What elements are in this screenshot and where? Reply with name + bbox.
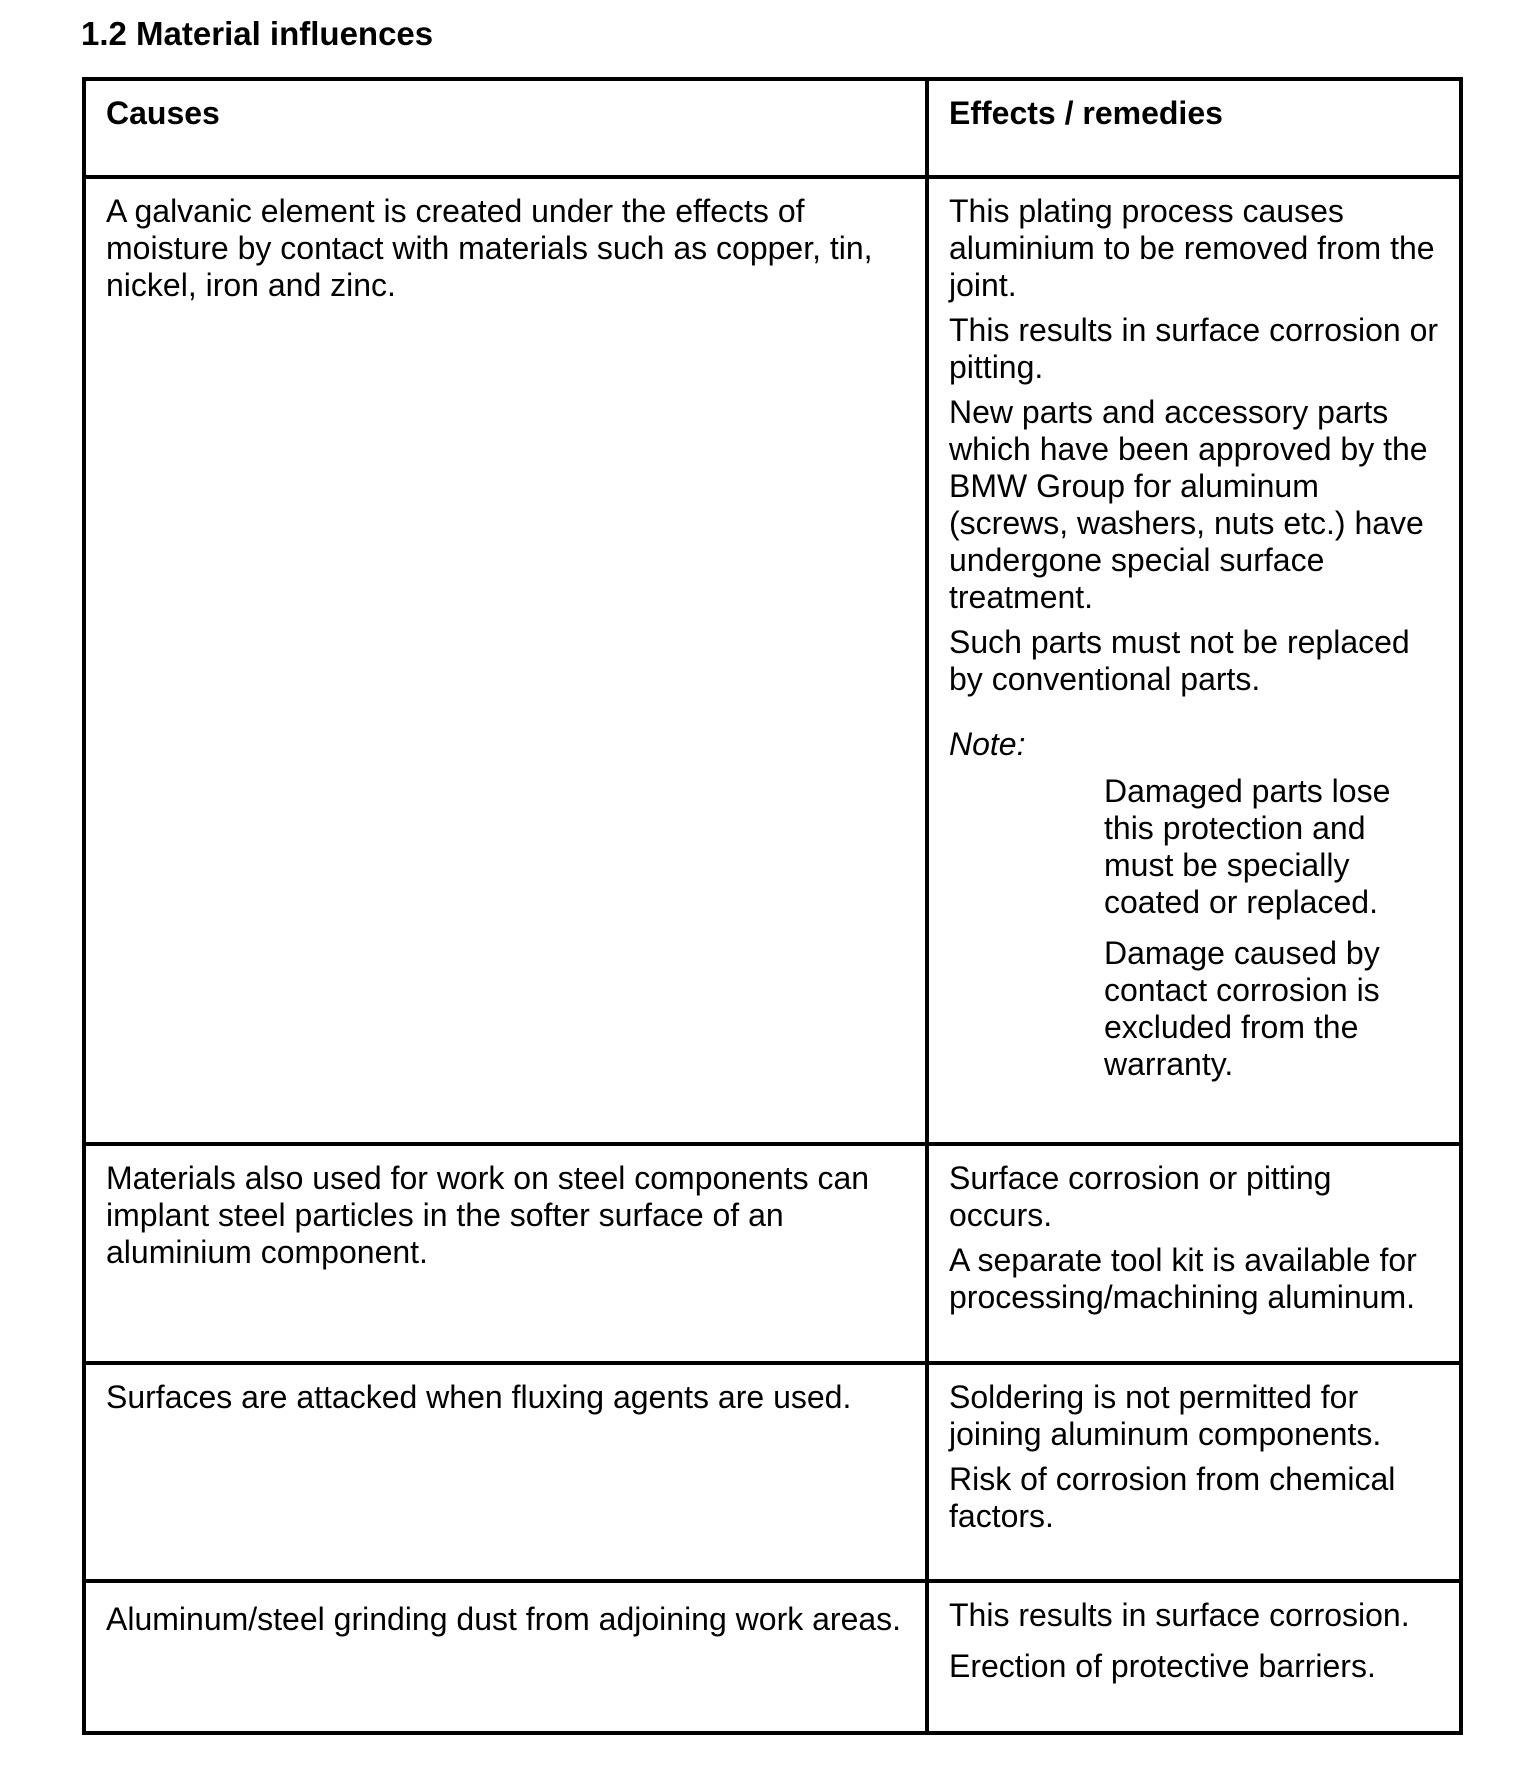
effect-text: Risk of corrosion from chemical factors. (949, 1461, 1396, 1534)
effect-text: This results in surface corrosion. (949, 1597, 1410, 1633)
cause-cell (84, 177, 927, 1144)
cause-text: A galvanic element is created under the effects of moisture by contact with materials such as copper, tin, nickel, iron and zinc. (106, 193, 873, 303)
effect-text: A separate tool kit is available for processing/machining aluminum. (949, 1242, 1417, 1315)
material-influences-table (82, 77, 1463, 1735)
cause-text: Aluminum/steel grinding dust from adjoining work areas. (106, 1601, 902, 1637)
note-text: Damage caused by contact corrosion is excluded from the warranty. (1104, 935, 1380, 1082)
note-label: Note: (949, 726, 1026, 762)
table-row (84, 1144, 1461, 1363)
effect-text: This plating process causes aluminium to be removed from the joint. (949, 193, 1435, 303)
effect-text: New parts and accessory parts which have been approved by the BMW Group for aluminum (screws, washers, nuts etc.) have undergone special surface treatment. (949, 394, 1428, 615)
effects-cell (927, 1144, 1461, 1363)
effect-text: Such parts must not be replaced by conventional parts. (949, 624, 1410, 697)
causes-header: Causes (84, 79, 927, 177)
table-row (84, 1581, 1461, 1733)
page-title: 1.2 Material influences (81, 15, 434, 52)
effects-cell (927, 1363, 1461, 1581)
effect-text: Soldering is not permitted for joining aluminum components. (949, 1379, 1382, 1452)
effect-text: This results in surface corrosion or pitting. (949, 312, 1439, 385)
table-header-row (84, 79, 1461, 177)
effects-cell (927, 177, 1461, 1144)
cause-cell (84, 1581, 927, 1733)
effect-text: Erection of protective barriers. (949, 1648, 1376, 1684)
cause-cell (84, 1363, 927, 1581)
note-body (1104, 773, 1441, 1083)
table-row (84, 177, 1461, 1144)
effects-header: Effects / remedies (927, 79, 1461, 177)
cause-cell (84, 1144, 927, 1363)
table-row (84, 1363, 1461, 1581)
cause-text: Materials also used for work on steel components can implant steel particles in the softer surface of an aluminium component. (106, 1160, 870, 1270)
note-text: Damaged parts lose this protection and must be specially coated or replaced. (1104, 773, 1391, 920)
cause-text: Surfaces are attacked when fluxing agents are used. (106, 1379, 852, 1415)
effects-cell (927, 1581, 1461, 1733)
effect-text: Surface corrosion or pitting occurs. (949, 1160, 1332, 1233)
